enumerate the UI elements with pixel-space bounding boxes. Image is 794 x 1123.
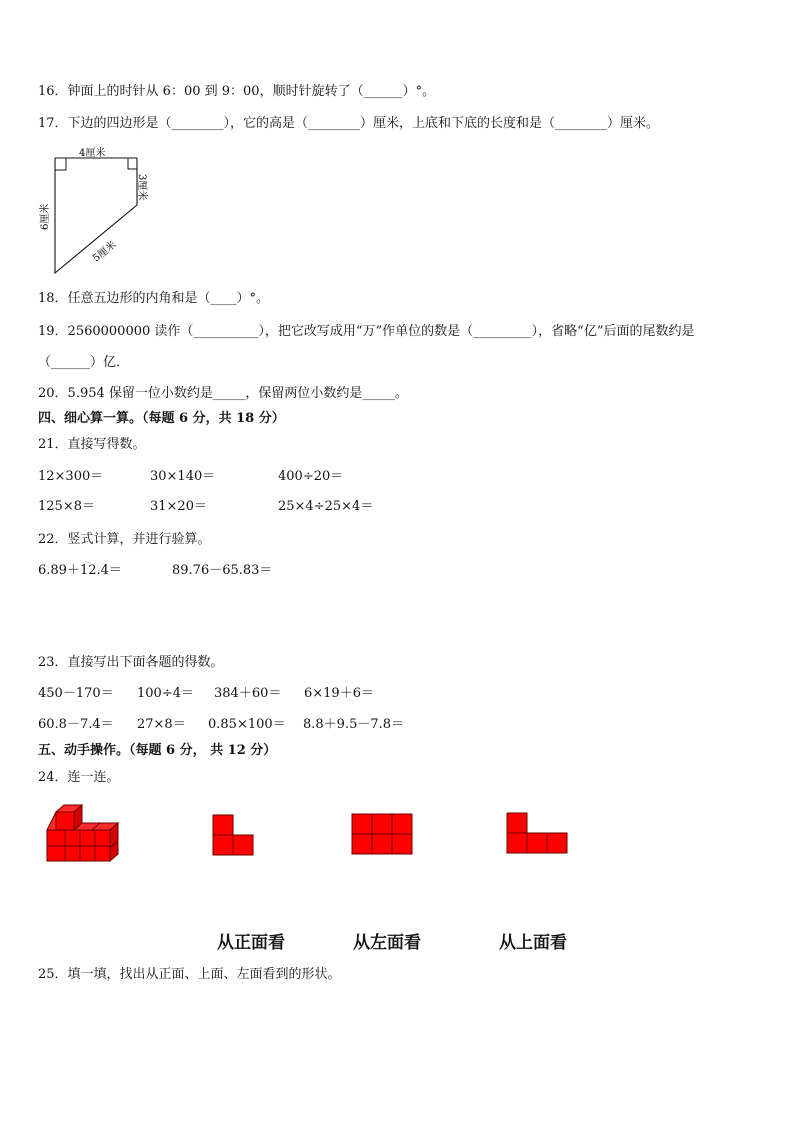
q23-item: 60.8－7.4＝ [38,717,114,732]
q21-item: 400÷20＝ [278,469,344,484]
question-23: 23．直接写出下面各题的得数。 [38,655,224,670]
q23-item: 450－170＝ [38,686,114,701]
q21-item: 31×20＝ [150,499,207,514]
q23-item: 27×8＝ [137,717,186,732]
section-5-heading: 五、动手操作。（每题 6 分， 共 12 分） [38,743,277,758]
q22-item: 89.76－65.83＝ [172,563,273,578]
question-22: 22．竖式计算，并进行验算。 [38,532,211,547]
question-18: 18．任意五边形的内角和是（____）°。 [38,291,270,306]
cube-stack-3d [46,804,126,862]
label-front-view: 从正面看 [217,933,285,953]
q23-item: 100÷4＝ [137,686,194,701]
label-top-view: 从上面看 [499,933,567,953]
question-20: 20．5.954 保留一位小数约是_____，保留两位小数约是_____。 [38,386,408,401]
quadrilateral-figure [36,144,166,279]
q21-item: 25×4÷25×4＝ [278,499,374,514]
question-16: 16．钟面上的时针从 6：00 到 9：00，顺时针旋转了（______）°。 [38,84,436,99]
question-25: 25．填一填，找出从正面、上面、左面看到的形状。 [38,967,341,982]
question-19-line1: 19．2560000000 读作（__________），把它改写成用“万”作单位的数是（_________），省略“亿”后面的尾数约是 [38,324,695,339]
question-21: 21．直接写得数。 [38,437,146,452]
q22-item: 6.89＋12.4＝ [38,563,122,578]
label-left: 6厘米 [40,203,51,230]
q23-item: 0.85×100＝ [208,717,286,732]
q23-item: 6×19＋6＝ [304,686,374,701]
question-19-line2: （______）亿． [38,355,130,370]
view-shape-3 [506,812,568,854]
label-right: 3厘米 [136,174,147,201]
view-shape-1 [212,814,256,856]
question-24: 24．连一连。 [38,770,120,785]
q21-item: 30×140＝ [150,469,216,484]
section-4-heading: 四、细心算一算。（每题 6 分，共 18 分） [38,411,285,426]
label-left-view: 从左面看 [353,933,421,953]
question-17: 17．下边的四边形是（________），它的高是（________）厘米，上底和下底的长度和是（________）厘米。 [38,116,660,131]
view-shape-2 [351,813,413,855]
q23-item: 384＋60＝ [214,686,282,701]
q23-item: 8.8＋9.5－7.8＝ [303,717,405,732]
q21-item: 12×300＝ [38,469,104,484]
label-top: 4厘米 [79,148,106,159]
label-bottom: 5厘米 [91,239,119,265]
q21-item: 125×8＝ [38,499,95,514]
